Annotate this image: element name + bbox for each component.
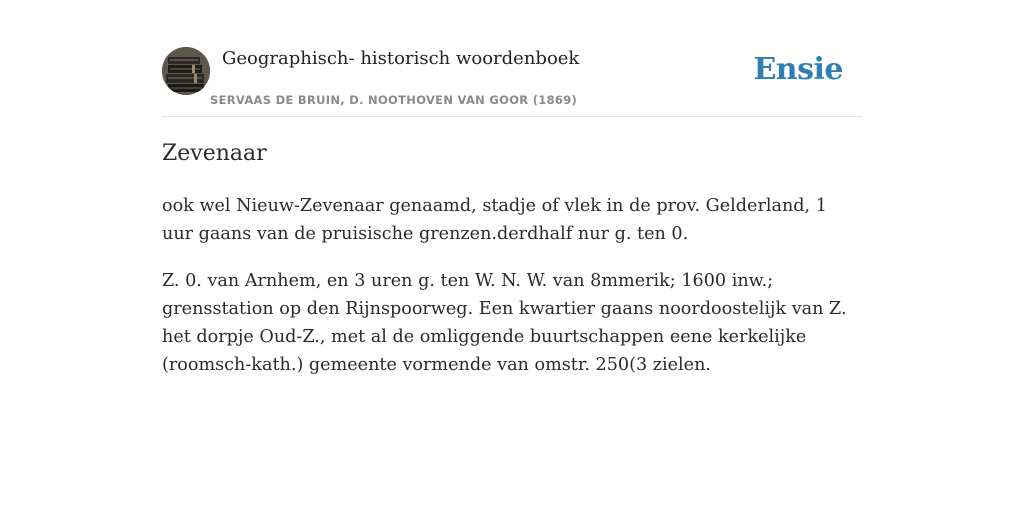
entry-paragraph: Z. 0. van Arnhem, en 3 uren g. ten W. N. W. van 8mmerik; 1600 inw.; grensstation op den Rijnspoorweg. Een kwartier gaans noordoostelijk van Z. het dorpje Oud-Z., met al de omliggende buurtschappen eene kerkelijke (roomsch-kath.) gemeente vormende van omstr. 250(3 zielen.: [162, 271, 847, 375]
entry-paragraph: ook wel Nieuw-Zevenaar genaamd, stadje of vlek in de prov. Gelderland, 1 uur gaans van de pruisische grenzen.derdhalf nur g. ten 0.: [162, 196, 827, 244]
entry-title: Zevenaar: [162, 141, 267, 166]
ensie-logo-link[interactable]: Ensie: [753, 52, 843, 87]
book-author: SERVAAS DE BRUIN, D. NOOTHOVEN VAN GOOR (1869): [210, 93, 578, 107]
book-title[interactable]: Geographisch- historisch woordenboek: [222, 48, 580, 69]
book-header: [162, 46, 862, 117]
page: [162, 0, 862, 512]
book-cover-icon[interactable]: [162, 47, 210, 95]
